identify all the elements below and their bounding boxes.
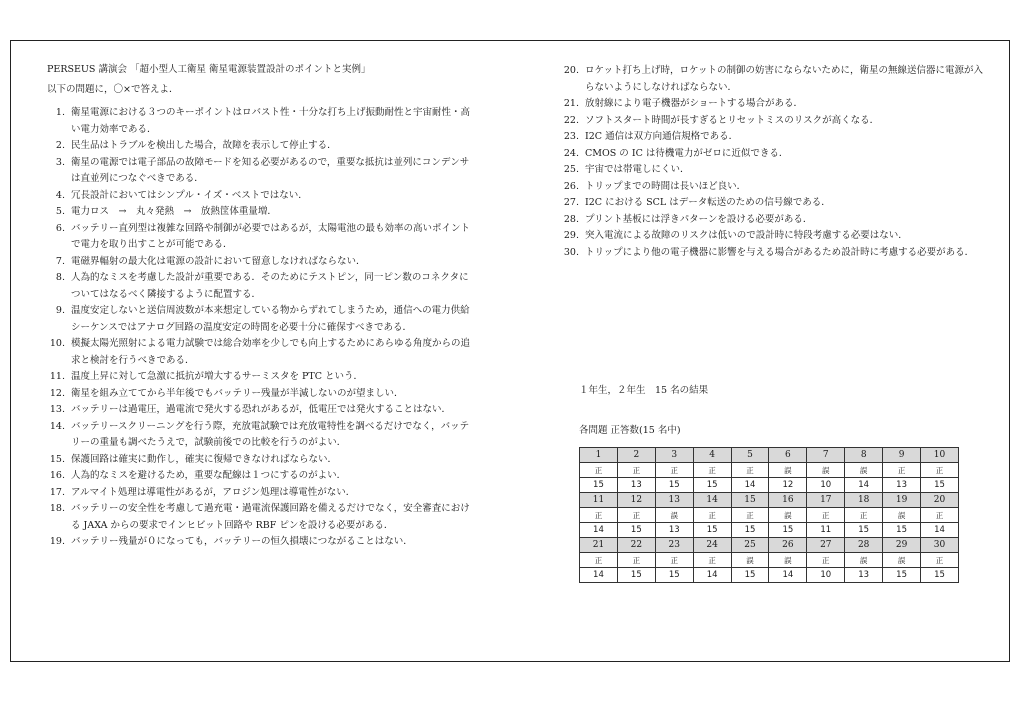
question-number: 9. [55,305,65,316]
question-number: 24. [563,147,579,159]
question-text: 模擬太陽光照射による電力試験では総合効率を少しでも向上するためにあらゆる角度からの追求と検討を行うべきである． [71,338,471,366]
question-item [47,336,477,369]
instructions: 以下の問題に，〇×で答えよ． [47,84,179,95]
answer-cell: 正 [655,463,693,478]
correct-count-cell: 15 [580,478,618,493]
question-number-cell: 4 [693,448,731,463]
question-item [561,162,991,179]
correct-count-cell: 15 [769,523,807,538]
question-item [47,221,477,254]
question-text: 衛星を組み立ててから半年後でもバッテリー残量が半減しないのが望ましい． [71,387,404,399]
question-text: 民生品はトラブルを検出した場合，故障を表示して停止する． [71,140,337,151]
correct-count-cell: 15 [655,568,693,583]
answer-cell: 正 [693,508,731,523]
question-text: 温度安定しないと送信周波数が本来想定している物からずれてしまうため，通信への電力供給シーケンスではアナログ回路の温度安定の時間を必要十分に確保すべきである． [71,305,470,333]
question-number-cell: 21 [580,538,618,553]
question-number: 3. [55,156,65,168]
question-number-cell: 23 [655,538,693,553]
question-number: 4. [55,189,65,201]
question-number: 5. [55,206,65,217]
question-item [47,138,477,155]
question-number-cell: 11 [580,493,618,508]
question-number: 25. [563,164,579,175]
question-number-cell: 3 [655,448,693,463]
answer-cell: 正 [845,508,883,523]
question-item [47,254,477,271]
question-text: バッテリー直列型は複雑な回路や制御が必要ではあるが，太陽電池の最も効率の高いポイントで電力を取り出すことが可能である． [71,222,471,250]
question-text: 電力ロス → 丸々発熱 → 放熱筐体重量増． [71,206,277,217]
answer-cell: 正 [580,508,618,523]
answer-cell: 誤 [807,463,845,478]
correct-count-cell: 15 [731,568,769,583]
answer-cell: 正 [731,508,769,523]
question-number: 20. [563,65,579,76]
question-number-cell: 17 [807,493,845,508]
correct-count-cell: 15 [655,478,693,493]
results-row-counts [580,478,959,493]
question-item [561,245,991,262]
question-list-right [561,63,991,261]
question-number-cell: 10 [921,448,959,463]
question-number-cell: 18 [845,493,883,508]
question-number: 22. [563,114,579,126]
question-number: 11. [49,371,65,382]
answer-cell: 正 [580,553,618,568]
answer-cell: 誤 [769,463,807,478]
correct-count-cell: 15 [883,523,921,538]
question-number-cell: 19 [883,493,921,508]
question-number: 12. [49,387,65,399]
answer-cell: 誤 [845,463,883,478]
question-number-cell: 25 [731,538,769,553]
question-number: 10. [49,338,65,349]
correct-count-cell: 13 [617,478,655,493]
question-number: 26. [563,180,579,192]
question-item [561,113,991,130]
question-number-cell: 9 [883,448,921,463]
question-number-cell: 22 [617,538,655,553]
question-item [47,303,477,336]
question-number: 7. [55,255,65,267]
answer-cell: 正 [693,553,731,568]
left-column [47,63,477,551]
answer-cell: 誤 [883,508,921,523]
question-number: 2. [55,140,65,151]
question-item [561,146,991,163]
question-number: 23. [563,131,579,142]
question-text: I2C 通信は双方向通信規格である． [585,131,739,142]
question-number-cell: 26 [769,538,807,553]
results-table [579,447,959,583]
question-item [561,96,991,113]
question-number: 29. [563,230,579,241]
question-item [561,228,991,245]
question-number-cell: 7 [807,448,845,463]
correct-count-cell: 15 [693,478,731,493]
question-item [561,179,991,196]
table-caption: 各問題 正答数(15 名中) [579,425,681,436]
answer-cell: 正 [617,553,655,568]
question-number-cell: 24 [693,538,731,553]
answer-cell: 誤 [883,553,921,568]
correct-count-cell: 15 [921,568,959,583]
answer-cell: 誤 [769,508,807,523]
answer-cell: 誤 [731,553,769,568]
question-number: 17. [49,486,65,498]
question-item [561,63,991,96]
correct-count-cell: 14 [731,478,769,493]
correct-count-cell: 13 [845,568,883,583]
question-item [47,501,477,534]
question-text: バッテリーの安全性を考慮して過充電・過電流保護回路を備えるだけでなく，安全審査における JAXA からの要求でインヒビット回路や RBF ピンを設ける必要がある． [71,503,470,531]
question-text: 人為的なミスを避けるため，重要な配線は１つにするのがよい． [71,470,347,481]
question-item [47,452,477,469]
document-page [10,40,1010,662]
answer-cell: 正 [883,463,921,478]
question-number-cell: 2 [617,448,655,463]
question-item [561,129,991,146]
question-text: 温度上昇に対して急激に抵抗が増大するサーミスタを PTC という． [71,371,364,382]
correct-count-cell: 14 [580,568,618,583]
question-item [47,485,477,502]
right-column [561,63,991,580]
correct-count-cell: 10 [807,478,845,493]
answer-cell: 正 [617,508,655,523]
question-text: 宇宙では帯電しにくい． [585,164,690,175]
question-text: バッテリー残量が０になっても，バッテリーの恒久損壊につながることはない． [71,536,413,547]
question-number-cell: 5 [731,448,769,463]
question-text: ロケット打ち上げ時，ロケットの制御の妨害にならないために，衛星の無線送信器に電源が入らないようにしなければならない． [585,65,984,93]
answer-cell: 正 [921,508,959,523]
results-row-questions [580,493,959,508]
results-row-questions [580,448,959,463]
correct-count-cell: 15 [693,523,731,538]
question-text: CMOS の IC は待機電力がゼロに近似できる． [585,147,789,159]
results-row-answers [580,553,959,568]
question-list-left [47,105,477,551]
question-number: 30. [563,246,579,258]
question-number: 19. [49,536,65,547]
question-item [47,270,477,303]
question-item [47,534,477,551]
correct-count-cell: 15 [731,523,769,538]
question-text: 保護回路は確実に動作し，確実に復帰できなければならない． [71,453,338,465]
answer-cell: 正 [807,508,845,523]
results-row-questions [580,538,959,553]
question-number: 13. [49,404,65,415]
question-item [47,386,477,403]
question-text: バッテリースクリーニングを行う際，充放電試験では充放電特性を調べるだけでなく，バッテリーの重量も調べたうえで，試験前後での比較を行うのがよい． [71,420,470,448]
question-number-cell: 12 [617,493,655,508]
results-row-counts [580,523,959,538]
document-header: PERSEUS 講演会 「超小型人工衛星 衛星電源装置設計のポイントと実例」 [47,64,371,75]
question-number-cell: 8 [845,448,883,463]
answer-cell: 正 [580,463,618,478]
answer-cell: 正 [731,463,769,478]
question-text: トリップにより他の電子機器に影響を与える場合があるため設計時に考慮する必要がある． [585,246,975,258]
question-number: 14. [49,420,65,432]
question-text: バッテリーは過電圧，過電流で発火する恐れがあるが，低電圧では発火することはない． [71,404,452,415]
question-number: 1. [55,107,65,118]
question-text: トリップまでの時間は長いほど良い． [585,180,747,192]
question-item [47,369,477,386]
question-number-cell: 1 [580,448,618,463]
question-number-cell: 20 [921,493,959,508]
correct-count-cell: 14 [921,523,959,538]
question-item [561,212,991,229]
question-number: 28. [563,213,579,225]
question-item [561,195,991,212]
question-number-cell: 16 [769,493,807,508]
results-row-counts [580,568,959,583]
answer-cell: 正 [617,463,655,478]
correct-count-cell: 14 [845,478,883,493]
correct-count-cell: 15 [617,523,655,538]
correct-count-cell: 14 [693,568,731,583]
answer-cell: 正 [921,553,959,568]
answer-cell: 誤 [845,553,883,568]
correct-count-cell: 11 [807,523,845,538]
question-number-cell: 15 [731,493,769,508]
question-text: 人為的なミスを考慮した設計が重要である．そのためにテストピン，同一ピン数のコネクタについてはなるべく隣接するように配置する． [71,272,469,300]
question-number: 27. [563,197,579,208]
question-item [47,105,477,138]
question-number: 16. [49,470,65,481]
question-number: 18. [49,503,65,514]
question-item [47,468,477,485]
question-text: ソフトスタート時間が長すぎるとリセットミスのリスクが高くなる． [585,114,880,126]
question-text: 電磁界輻射の最大化は電源の設計において留意しなければならない． [71,255,366,267]
question-number-cell: 14 [693,493,731,508]
correct-count-cell: 10 [807,568,845,583]
question-number-cell: 29 [883,538,921,553]
result-title: １年生，２年生 15 名の結果 [579,385,709,396]
correct-count-cell: 15 [617,568,655,583]
question-item [47,402,477,419]
question-number: 15. [49,453,65,465]
question-text: 衛星電源における３つのキーポイントはロバスト性・十分な打ち上げ振動耐性と宇宙耐性・高い電力効率である． [71,107,471,135]
results-row-answers [580,463,959,478]
answer-cell: 正 [655,553,693,568]
answer-cell: 誤 [655,508,693,523]
question-item [47,419,477,452]
correct-count-cell: 15 [845,523,883,538]
question-number-cell: 30 [921,538,959,553]
question-text: プリント基板には浮きパターンを設ける必要がある． [585,213,813,225]
results-row-answers [580,508,959,523]
question-item [47,188,477,205]
question-number: 21. [563,98,579,109]
answer-cell: 正 [693,463,731,478]
question-number-cell: 28 [845,538,883,553]
question-item [47,204,477,221]
question-text: 冗長設計においてはシンプル・イズ・ベストではない． [71,189,308,201]
question-number-cell: 27 [807,538,845,553]
correct-count-cell: 14 [580,523,618,538]
answer-cell: 誤 [769,553,807,568]
correct-count-cell: 13 [883,478,921,493]
answer-cell: 正 [921,463,959,478]
question-item [47,155,477,188]
question-text: I2C における SCL はデータ転送のための信号線である． [585,197,831,208]
question-text: 衛星の電源では電子部品の故障モードを知る必要があるので，重要な抵抗は並列にコンデンサは直並列につなぐべきである． [71,156,470,184]
correct-count-cell: 13 [655,523,693,538]
question-number-cell: 13 [655,493,693,508]
question-number: 6. [55,222,65,234]
question-number-cell: 6 [769,448,807,463]
question-number: 8. [55,272,65,283]
question-text: アルマイト処理は導電性があるが，アロジン処理は導電性がない． [71,486,356,498]
correct-count-cell: 12 [769,478,807,493]
question-text: 放射線により電子機器がショートする場合がある． [585,98,804,109]
correct-count-cell: 15 [883,568,921,583]
correct-count-cell: 15 [921,478,959,493]
question-text: 突入電流による故障のリスクは低いので設計時に特段考慮する必要はない． [585,230,908,241]
correct-count-cell: 14 [769,568,807,583]
answer-cell: 正 [807,553,845,568]
